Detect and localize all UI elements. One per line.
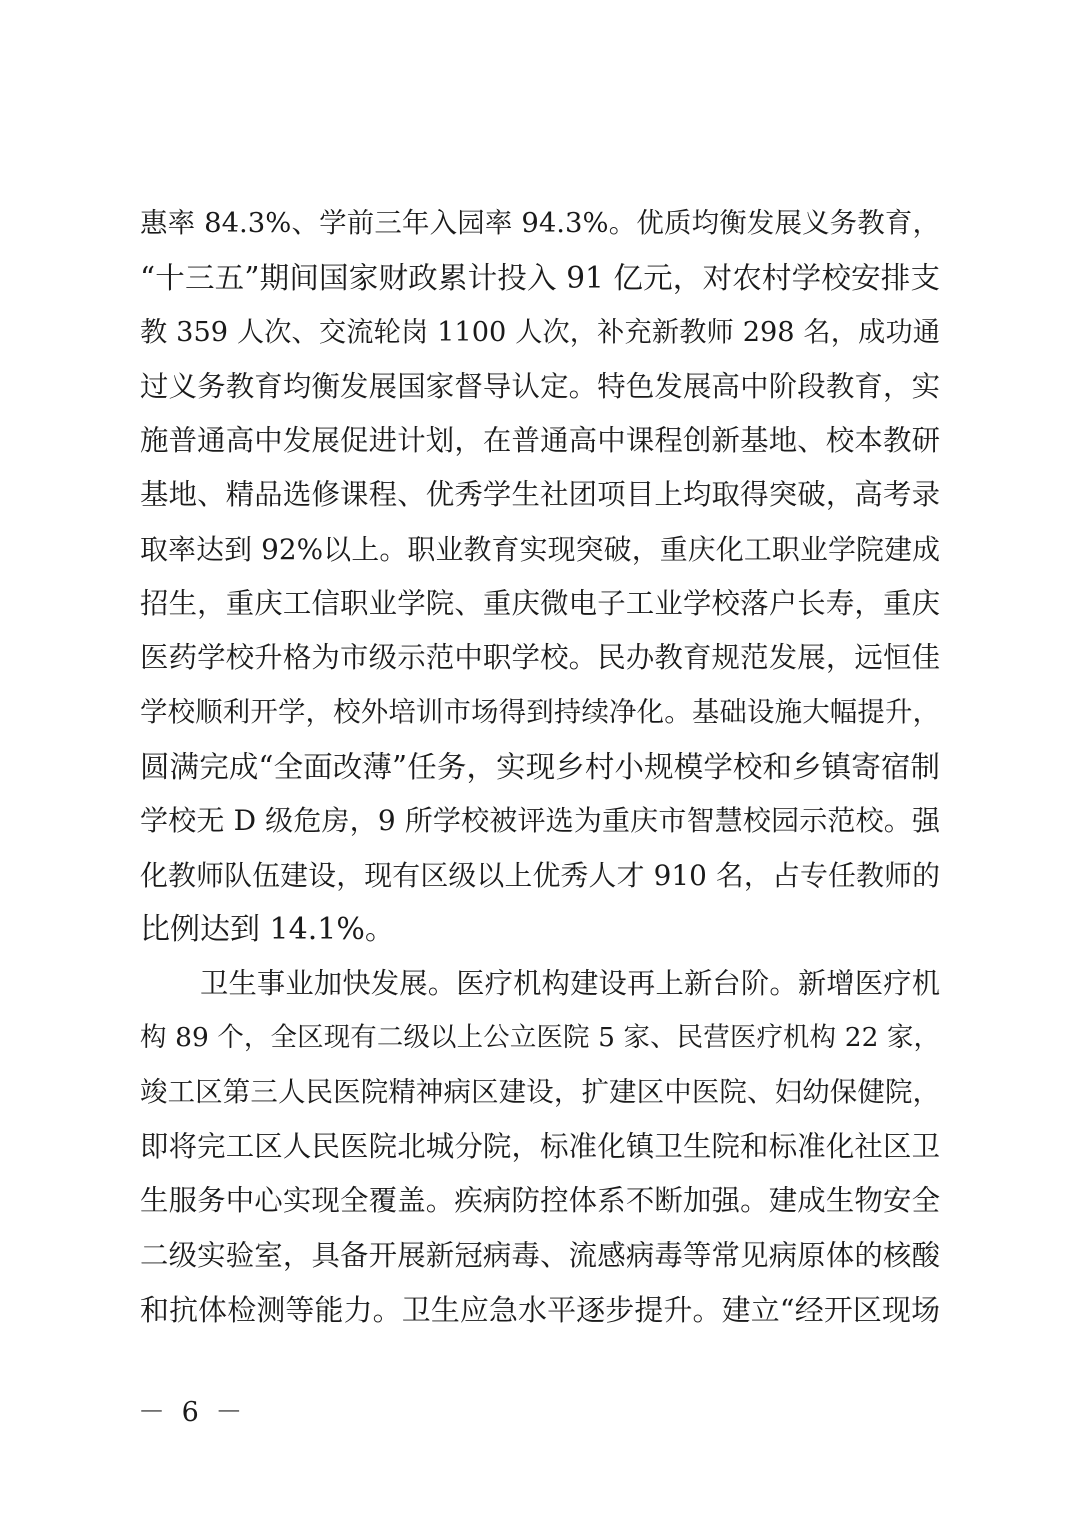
text-line: 惠率 84.3%、学前三年入园率 94.3%。优质均衡发展义务教育， bbox=[140, 208, 940, 239]
text-line: 医药学校升格为市级示范中职学校。民办教育规范发展，远恒佳 bbox=[140, 641, 940, 675]
text-line: 和抗体检测等能力。卫生应急水平逐步提升。建立“经开区现场 bbox=[140, 1292, 940, 1327]
text-line: 构 89 个，全区现有二级以上公立医院 5 家、民营医疗机构 22 家， bbox=[140, 1022, 940, 1054]
text-line: 圆满完成“全面改薄”任务，实现乡村小规模学校和乡镇寄宿制 bbox=[140, 749, 940, 784]
body-text bbox=[140, 197, 940, 1337]
text-line: 竣工区第三人民医院精神病区建设，扩建区中医院、妇幼保健院， bbox=[140, 1076, 940, 1108]
text-line: 学校无 D 级危房，9 所学校被评选为重庆市智慧校园示范校。强 bbox=[140, 804, 940, 838]
text-line: 学校顺利开学，校外培训市场得到持续净化。基础设施大幅提升， bbox=[140, 696, 940, 728]
text-line: 二级实验室，具备开展新冠病毒、流感病毒等常见病原体的核酸 bbox=[140, 1238, 940, 1272]
text-line: “十三五”期间国家财政累计投入 91 亿元，对农村学校安排支 bbox=[140, 261, 940, 296]
text-line: 过义务教育均衡发展国家督导认定。特色发展高中阶段教育，实 bbox=[140, 369, 940, 403]
text-line: 即将完工区人民医院北城分院，标准化镇卫生院和标准化社区卫 bbox=[140, 1130, 940, 1164]
text-line: 基地、精品选修课程、优秀学生社团项目上均取得突破，高考录 bbox=[140, 478, 940, 512]
text-line: 生服务中心实现全覆盖。疾病防控体系不断加强。建成生物安全 bbox=[140, 1184, 940, 1218]
text-line-indented: 卫生事业加快发展。医疗机构建设再上新台阶。新增医疗机 bbox=[200, 967, 940, 1001]
text-line: 取率达到 92%以上。职业教育实现突破，重庆化工职业学院建成 bbox=[140, 532, 940, 566]
page-number: － 6 － bbox=[138, 1397, 247, 1428]
text-line: 施普通高中发展促进计划，在普通高中课程创新基地、校本教研 bbox=[140, 424, 940, 458]
text-line: 化教师队伍建设，现有区级以上优秀人才 910 名，占专任教师的 bbox=[140, 858, 940, 892]
text-line: 比例达到 14.1%。 bbox=[140, 911, 395, 947]
text-line: 招生，重庆工信职业学院、重庆微电子工业学校落户长寿，重庆 bbox=[140, 587, 940, 621]
text-line: 教 359 人次、交流轮岗 1100 人次，补充新教师 298 名，成功通 bbox=[140, 316, 940, 348]
